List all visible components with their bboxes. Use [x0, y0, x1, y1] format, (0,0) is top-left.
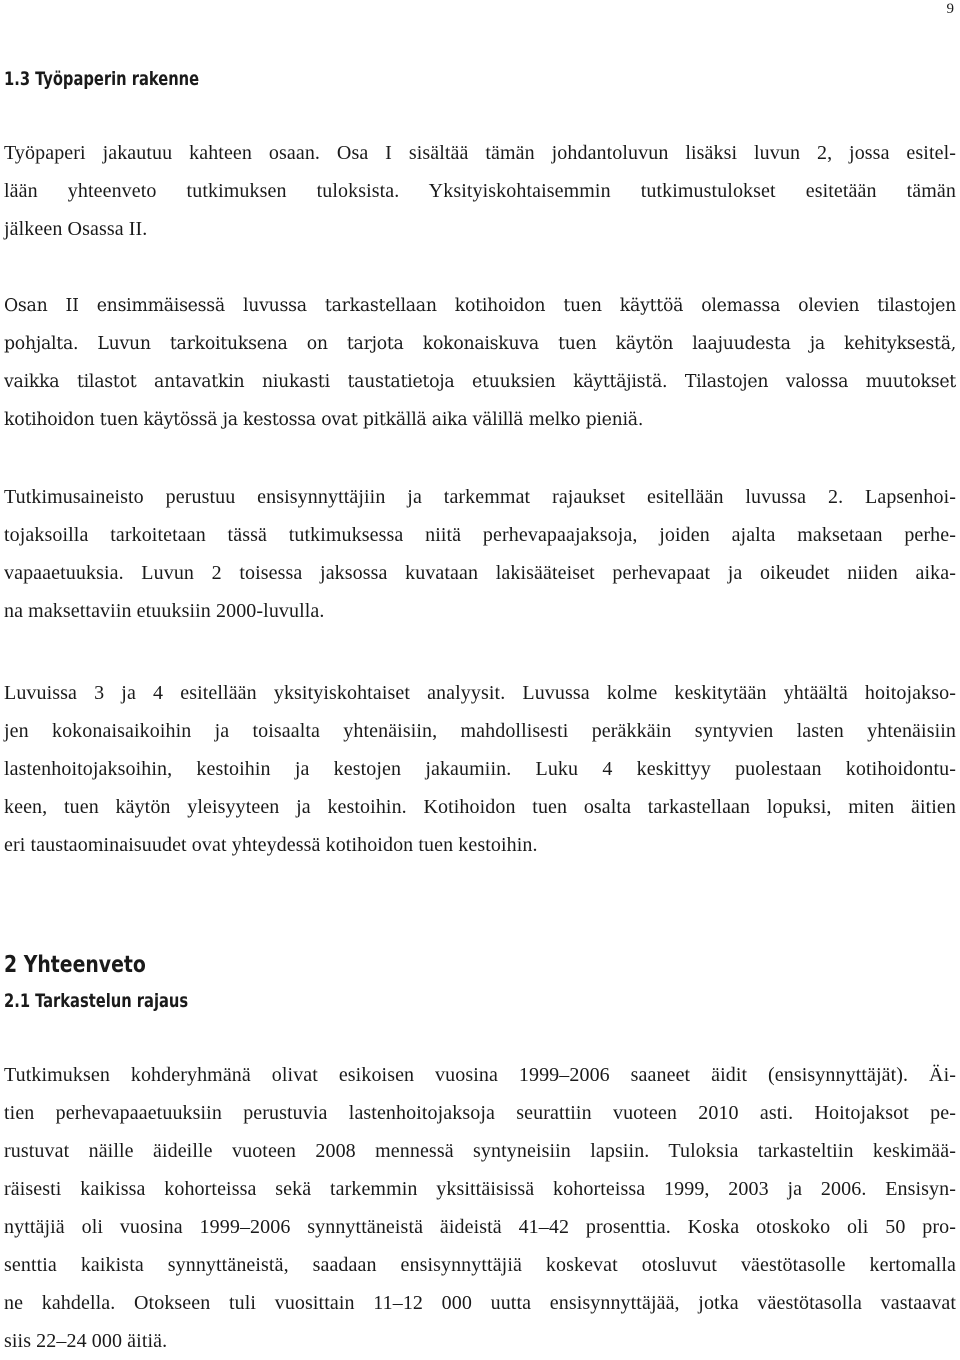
text-line: vapaaetuuksia. Luvun 2 toisessa jaksossa kuvataan lakisääteiset perhevapaat ja oikeudet niiden aika- — [4, 562, 956, 584]
text-line: jen kokonaisaikoihin ja toisaalta yhtenäisiin, mahdollisesti peräkkäin syntyvien lasten yhtenäisiin — [4, 720, 956, 742]
text-line: kotihoidon tuen käytössä ja kestossa ovat pitkällä aika välillä melko pieniä. — [4, 410, 644, 430]
text-line: tojaksoilla tarkoitetaan tässä tutkimuksessa niitä perhevapaajaksoja, joiden ajalta maksetaan perhe- — [4, 524, 956, 546]
paragraph-2 — [4, 287, 956, 439]
text-line: senttia kaikista synnyttäneistä, saadaan ensisynnyttäjiä koskevat otosluvut väestötasolle kertomalla — [4, 1254, 956, 1276]
text-line: Osan II ensimmäisessä luvussa tarkastellaan kotihoidon tuen käyttöä olemassa olevien tilastojen — [4, 296, 956, 316]
text-line: keen, tuen käytön yleisyyteen ja kestoihin. Kotihoidon tuen osalta tarkastellaan lopuksi, miten äitien — [4, 796, 956, 818]
paragraph-3 — [4, 478, 956, 630]
text-line: lään yhteenveto tutkimuksen tuloksista. Yksityiskohtaisemmin tutkimustulokset esitetään tämän — [4, 180, 956, 202]
paragraph-1 — [4, 134, 956, 248]
text-line: rustuvat näille äideille vuoteen 2008 mennessä syntyneisiin lapsiin. Tuloksia tarkasteltiin keskimää- — [4, 1140, 956, 1162]
text-line: siis 22–24 000 äitiä. — [4, 1330, 168, 1352]
text-line: eri taustaominaisuudet ovat yhteydessä kotihoidon tuen kestoihin. — [4, 834, 538, 856]
text-line: lastenhoitojaksoihin, kestoihin ja kestojen jakaumiin. Luku 4 keskittyy puolestaan kotihoidontu- — [4, 758, 956, 780]
section-heading-1-3: 1.3 Työpaperin rakenne — [4, 68, 200, 90]
section-heading-2-1: 2.1 Tarkastelun rajaus — [4, 990, 189, 1012]
text-line: vaikka tilastot antavatkin niukasti taustatietoja etuuksien käyttäjistä. Tilastojen valossa muutokset — [4, 372, 956, 392]
text-line: Työpaperi jakautuu kahteen osaan. Osa I sisältää tämän johdantoluvun lisäksi luvun 2, jossa esitel- — [4, 142, 956, 164]
text-line: jälkeen Osassa II. — [4, 218, 148, 240]
chapter-heading-2: 2 Yhteenveto — [4, 952, 146, 978]
paragraph-5 — [4, 1056, 956, 1360]
text-line: nyttäjiä oli vuosina 1999–2006 synnyttäneistä äideistä 41–42 prosenttia. Koska otoskoko oli 50 pro- — [4, 1216, 956, 1238]
text-line: Tutkimusaineisto perustuu ensisynnyttäjiin ja tarkemmat rajaukset esitellään luvussa 2. Lapsenhoi- — [4, 486, 956, 508]
text-line: na maksettaviin etuuksiin 2000-luvulla. — [4, 600, 325, 622]
text-line: ne kahdella. Otokseen tuli vuosittain 11–12 000 uutta ensisynnyttäjää, jotka väestötasolla vastaavat — [4, 1292, 956, 1314]
text-line: pohjalta. Luvun tarkoituksena on tarjota kokonaiskuva tuen käytön laajuudesta ja kehityksestä, — [4, 334, 956, 354]
text-line: Luvuissa 3 ja 4 esitellään yksityiskohtaiset analyysit. Luvussa kolme keskitytään yhtäältä hoitojakso- — [4, 682, 956, 704]
paragraph-4 — [4, 674, 956, 864]
text-line: tien perhevapaaetuuksiin perustuvia lastenhoitojaksoja seurattiin vuoteen 2010 asti. Hoitojaksot pe- — [4, 1102, 956, 1124]
page-number: 9 — [946, 1, 954, 17]
text-line: Tutkimuksen kohderyhmänä olivat esikoisen vuosina 1999–2006 saaneet äidit (ensisynnyttäjät). Äi- — [4, 1064, 956, 1086]
text-line: räisesti kaikissa kohorteissa sekä tarkemmin yksittäisissä kohorteissa 1999, 2003 ja 2006. Ensisyn- — [4, 1178, 956, 1200]
